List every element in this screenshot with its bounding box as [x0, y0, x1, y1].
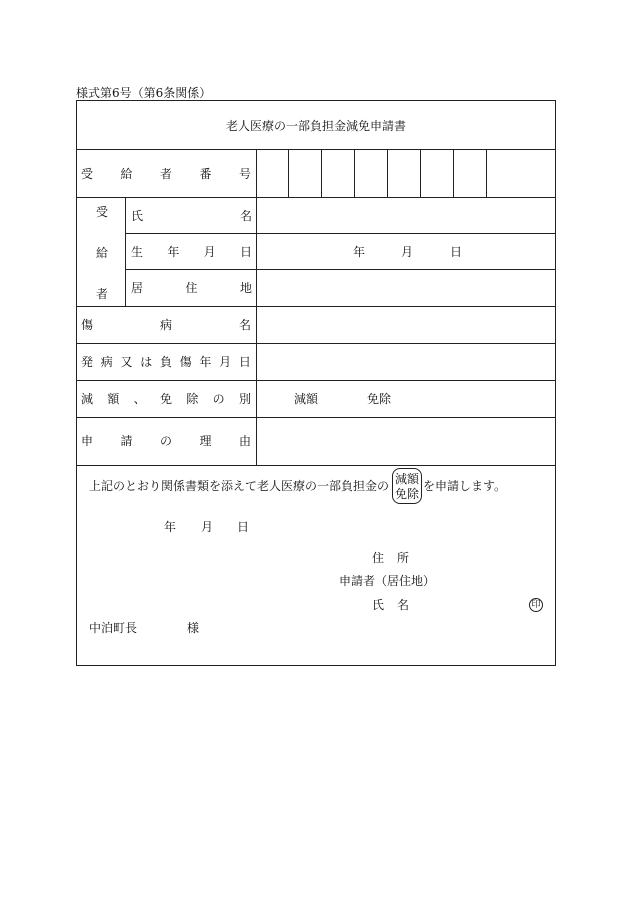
label-char: 病: [100, 355, 113, 369]
divider: [77, 380, 555, 381]
label-char: 居: [131, 281, 144, 295]
label-char: 年: [199, 355, 212, 369]
group-divider: [125, 197, 126, 306]
application-month-unit: 月: [201, 520, 214, 534]
digit-divider: [288, 149, 289, 197]
label-char: 者: [159, 167, 172, 181]
divider: [77, 197, 555, 198]
declaration-text: 上記のとおり関係書類を添えて老人医療の一部負担金の: [89, 479, 390, 493]
label-char: 、: [133, 392, 146, 406]
label-char: 理: [199, 434, 212, 448]
label-char: 給: [120, 167, 133, 181]
reduce-option: 減額: [294, 392, 319, 406]
onset-date-label: [81, 355, 251, 369]
seal-mark: 印: [529, 598, 543, 612]
digit-divider: [354, 149, 355, 197]
digit-divider: [486, 149, 487, 197]
divider: [77, 417, 555, 418]
divider: [77, 306, 555, 307]
reduce-exempt-bracket: [392, 468, 422, 504]
label-char: 名: [239, 209, 252, 223]
divider: [77, 465, 555, 466]
reduction-type-label: [81, 392, 251, 406]
label-char: 年: [167, 245, 180, 259]
divider: [125, 233, 555, 234]
recipient-group-label: 給: [96, 246, 109, 260]
reason-label: [81, 434, 251, 448]
name-label: [131, 209, 252, 223]
birth-month-unit: 月: [401, 245, 414, 259]
label-char: 又: [120, 355, 133, 369]
bracket-exempt: 免除: [394, 487, 419, 501]
address-label: [131, 281, 252, 295]
bracket-reduce: 減額: [394, 472, 419, 486]
exempt-option: 免除: [367, 392, 392, 406]
label-char: 減: [81, 392, 94, 406]
label-char: の: [159, 434, 172, 448]
label-char: 由: [238, 434, 251, 448]
label-char: の: [212, 392, 225, 406]
label-char: 所: [396, 551, 409, 565]
label-char: 申: [81, 434, 94, 448]
label-char: 月: [203, 245, 216, 259]
application-form: [76, 100, 556, 666]
label-char: 別: [238, 392, 251, 406]
divider: [77, 343, 555, 344]
label-char: 日: [239, 245, 252, 259]
label-char: 負: [159, 355, 172, 369]
form-title: 老人医療の一部負担金減免申請書: [225, 119, 406, 133]
label-char: 名: [396, 598, 409, 612]
label-char: 傷: [179, 355, 192, 369]
label-char: 傷: [81, 318, 94, 332]
label-char: 病: [159, 318, 172, 332]
label-char: 氏: [372, 598, 385, 612]
digit-divider: [321, 149, 322, 197]
label-char: 月: [219, 355, 232, 369]
form-number: 様式第6号（第6条関係）: [76, 86, 212, 100]
label-char: 請: [120, 434, 133, 448]
birthdate-label: [131, 245, 252, 259]
label-char: 発: [81, 355, 94, 369]
label-char: は: [140, 355, 153, 369]
label-char: 氏: [131, 209, 144, 223]
label-char: 地: [239, 281, 252, 295]
label-char: 額: [107, 392, 120, 406]
label-char: 日: [238, 355, 251, 369]
recipient-number-label: [81, 167, 251, 181]
birth-year-unit: 年: [353, 245, 366, 259]
declaration-suffix: を申請します。: [423, 479, 507, 493]
label-char: 番: [199, 167, 212, 181]
label-char: 免: [159, 392, 172, 406]
addressee-honorific: 様: [187, 621, 200, 635]
label-char: 住: [185, 281, 198, 295]
divider: [77, 149, 555, 150]
label-char: 住: [372, 551, 385, 565]
label-char: 除: [186, 392, 199, 406]
label-char: 名: [238, 318, 251, 332]
digit-divider: [420, 149, 421, 197]
applicant-label: 申請者（居住地）: [339, 574, 436, 588]
digit-divider: [387, 149, 388, 197]
label-char: 受: [81, 167, 94, 181]
divider: [125, 269, 555, 270]
applicant-address-label: [372, 551, 409, 565]
application-year-unit: 年: [164, 520, 177, 534]
recipient-group-label: 受: [96, 205, 109, 219]
recipient-group-label: 者: [96, 287, 109, 301]
birth-day-unit: 日: [450, 245, 463, 259]
applicant-name-label: [372, 598, 409, 612]
addressee-mayor: 中泊町長: [89, 621, 138, 635]
label-char: 号: [238, 167, 251, 181]
label-char: 生: [131, 245, 144, 259]
digit-divider: [453, 149, 454, 197]
injury-name-label: [81, 318, 251, 332]
application-day-unit: 日: [237, 520, 250, 534]
label-divider: [256, 149, 257, 465]
